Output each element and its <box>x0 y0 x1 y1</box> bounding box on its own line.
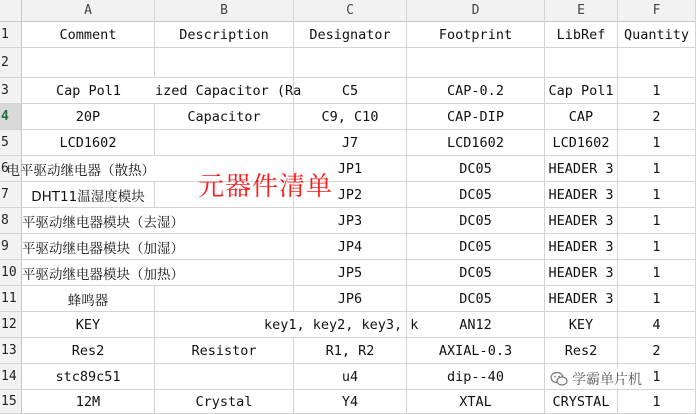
cell-f6[interactable]: 1 <box>618 156 696 182</box>
cell-b11[interactable] <box>155 286 294 312</box>
wechat-label: 学霸单片机 <box>572 372 642 388</box>
cell-c12[interactable] <box>264 312 419 338</box>
cell-b15[interactable]: Crystal <box>155 390 294 414</box>
cell-b1[interactable]: Description <box>155 22 294 48</box>
cell-d6[interactable]: DC05 <box>407 156 545 182</box>
cell-b14[interactable] <box>155 364 294 390</box>
cell-a12[interactable]: KEY <box>22 312 155 338</box>
cell-c7[interactable]: JP2 <box>294 182 407 208</box>
cell-c9[interactable]: JP4 <box>294 234 407 260</box>
cell-f15[interactable]: 1 <box>618 390 696 414</box>
cell-e8[interactable]: HEADER 3 <box>545 208 618 234</box>
column-header-a[interactable]: A <box>22 0 155 22</box>
cell-f11[interactable]: 1 <box>618 286 696 312</box>
cell-c14[interactable]: u4 <box>294 364 407 390</box>
cell-a13[interactable]: Res2 <box>22 338 155 364</box>
cell-d7[interactable]: DC05 <box>407 182 545 208</box>
select-all-corner[interactable] <box>0 0 22 22</box>
row-header-10[interactable]: 10 <box>0 260 22 286</box>
cell-d5[interactable]: LCD1602 <box>407 130 545 156</box>
cell-f2[interactable] <box>618 48 696 78</box>
cell-f5[interactable]: 1 <box>618 130 696 156</box>
cell-d13[interactable]: AXIAL-0.3 <box>407 338 545 364</box>
cell-e9[interactable]: HEADER 3 <box>545 234 618 260</box>
cell-d8[interactable]: DC05 <box>407 208 545 234</box>
cell-a10[interactable]: 平驱动继电器模块（加热） <box>22 260 155 286</box>
cell-f14[interactable]: 1 <box>618 364 696 390</box>
cell-e13[interactable]: Res2 <box>545 338 618 364</box>
cell-a15[interactable]: 12M <box>22 390 155 414</box>
cell-e11[interactable]: HEADER 3 <box>545 286 618 312</box>
cell-c12-text: key1, key2, key3, k <box>264 316 419 333</box>
cell-d11[interactable]: DC05 <box>407 286 545 312</box>
cell-f10[interactable]: 1 <box>618 260 696 286</box>
cell-e5[interactable]: LCD1602 <box>545 130 618 156</box>
cell-e10[interactable]: HEADER 3 <box>545 260 618 286</box>
cell-e4[interactable]: CAP <box>545 104 618 130</box>
cell-a9[interactable]: 平驱动继电器模块（加湿） <box>22 234 155 260</box>
cell-d14[interactable]: dip--40 <box>407 364 545 390</box>
cell-f13[interactable]: 2 <box>618 338 696 364</box>
cell-a8[interactable]: 平驱动继电器模块（去湿） <box>22 208 155 234</box>
cell-d10[interactable]: DC05 <box>407 260 545 286</box>
column-header-b[interactable]: B <box>155 0 294 22</box>
row-header-13[interactable]: 13 <box>0 338 22 364</box>
row-header-5[interactable]: 5 <box>0 130 22 156</box>
row-header-4[interactable]: 4 <box>0 104 22 130</box>
cell-d4[interactable]: CAP-DIP <box>407 104 545 130</box>
cell-b5[interactable] <box>155 130 294 156</box>
row-header-3[interactable]: 3 <box>0 78 22 104</box>
cell-c4[interactable]: C9, C10 <box>294 104 407 130</box>
cell-d12[interactable]: AN12 <box>407 312 545 338</box>
cell-a14[interactable]: stc89c51 <box>22 364 155 390</box>
cell-f8[interactable]: 1 <box>618 208 696 234</box>
cell-d9[interactable]: DC05 <box>407 234 545 260</box>
cell-e2[interactable] <box>545 48 618 78</box>
wechat-icon <box>550 371 568 387</box>
bom-title-overlay: 元器件清单 <box>198 172 334 202</box>
cell-d15[interactable]: XTAL <box>407 390 545 414</box>
cell-a5[interactable]: LCD1602 <box>22 130 155 156</box>
row-header-1[interactable]: 1 <box>0 22 22 48</box>
cell-a6[interactable] <box>6 156 155 182</box>
cell-c2[interactable] <box>294 48 407 78</box>
cell-f1[interactable]: Quantity <box>618 22 696 48</box>
cell-c11[interactable]: JP6 <box>294 286 407 312</box>
wechat-watermark <box>548 369 644 389</box>
cell-c5[interactable]: J7 <box>294 130 407 156</box>
cell-a2[interactable] <box>22 48 155 78</box>
cell-c15[interactable]: Y4 <box>294 390 407 414</box>
cell-e3[interactable]: Cap Pol1 <box>545 78 618 104</box>
row-header-11[interactable]: 11 <box>0 286 22 312</box>
cell-f7[interactable]: 1 <box>618 182 696 208</box>
cell-c8[interactable]: JP3 <box>294 208 407 234</box>
cell-e7[interactable]: HEADER 3 <box>545 182 618 208</box>
cell-f9[interactable]: 1 <box>618 234 696 260</box>
cell-d3[interactable]: CAP-0.2 <box>407 78 545 104</box>
cell-a3[interactable]: Cap Pol1 <box>22 78 155 104</box>
cell-f4[interactable]: 2 <box>618 104 696 130</box>
cell-d1[interactable]: Footprint <box>407 22 545 48</box>
column-header-f[interactable]: F <box>618 0 696 22</box>
row-header-12[interactable]: 12 <box>0 312 22 338</box>
cell-b3[interactable]: ized Capacitor (Ra <box>155 78 294 104</box>
cell-f12[interactable]: 4 <box>618 312 696 338</box>
cell-e12[interactable]: KEY <box>545 312 618 338</box>
cell-d2[interactable] <box>407 48 545 78</box>
cell-e1[interactable]: LibRef <box>545 22 618 48</box>
cell-b2[interactable] <box>155 48 294 78</box>
row-header-9[interactable]: 9 <box>0 234 22 260</box>
cell-a1[interactable]: Comment <box>22 22 155 48</box>
cell-c13[interactable]: R1, R2 <box>294 338 407 364</box>
row-header-15[interactable]: 15 <box>0 390 22 414</box>
cell-a6-text: 电平驱动继电器（散热） <box>6 162 155 179</box>
row-header-8[interactable]: 8 <box>0 208 22 234</box>
cell-c10[interactable]: JP5 <box>294 260 407 286</box>
cell-e6[interactable]: HEADER 3 <box>545 156 618 182</box>
cell-c6[interactable]: JP1 <box>294 156 407 182</box>
row-header-2[interactable]: 2 <box>0 48 22 78</box>
cell-a4[interactable]: 20P <box>22 104 155 130</box>
column-header-c[interactable]: C <box>294 0 407 22</box>
cell-b13[interactable]: Resistor <box>155 338 294 364</box>
column-header-e[interactable]: E <box>545 0 618 22</box>
cell-b4[interactable]: Capacitor <box>155 104 294 130</box>
row-header-14[interactable]: 14 <box>0 364 22 390</box>
cell-a7[interactable]: DHT11温湿度模块 <box>22 182 155 208</box>
cell-f3[interactable]: 1 <box>618 78 696 104</box>
column-header-d[interactable]: D <box>407 0 545 22</box>
row-header-7[interactable]: 7 <box>0 182 22 208</box>
row-header-6[interactable]: 6 <box>0 156 22 182</box>
cell-c1[interactable]: Designator <box>294 22 407 48</box>
cell-c3[interactable]: C5 <box>294 78 407 104</box>
cell-e15[interactable]: CRYSTAL <box>545 390 618 414</box>
cell-a11[interactable]: 蜂鸣器 <box>22 286 155 312</box>
